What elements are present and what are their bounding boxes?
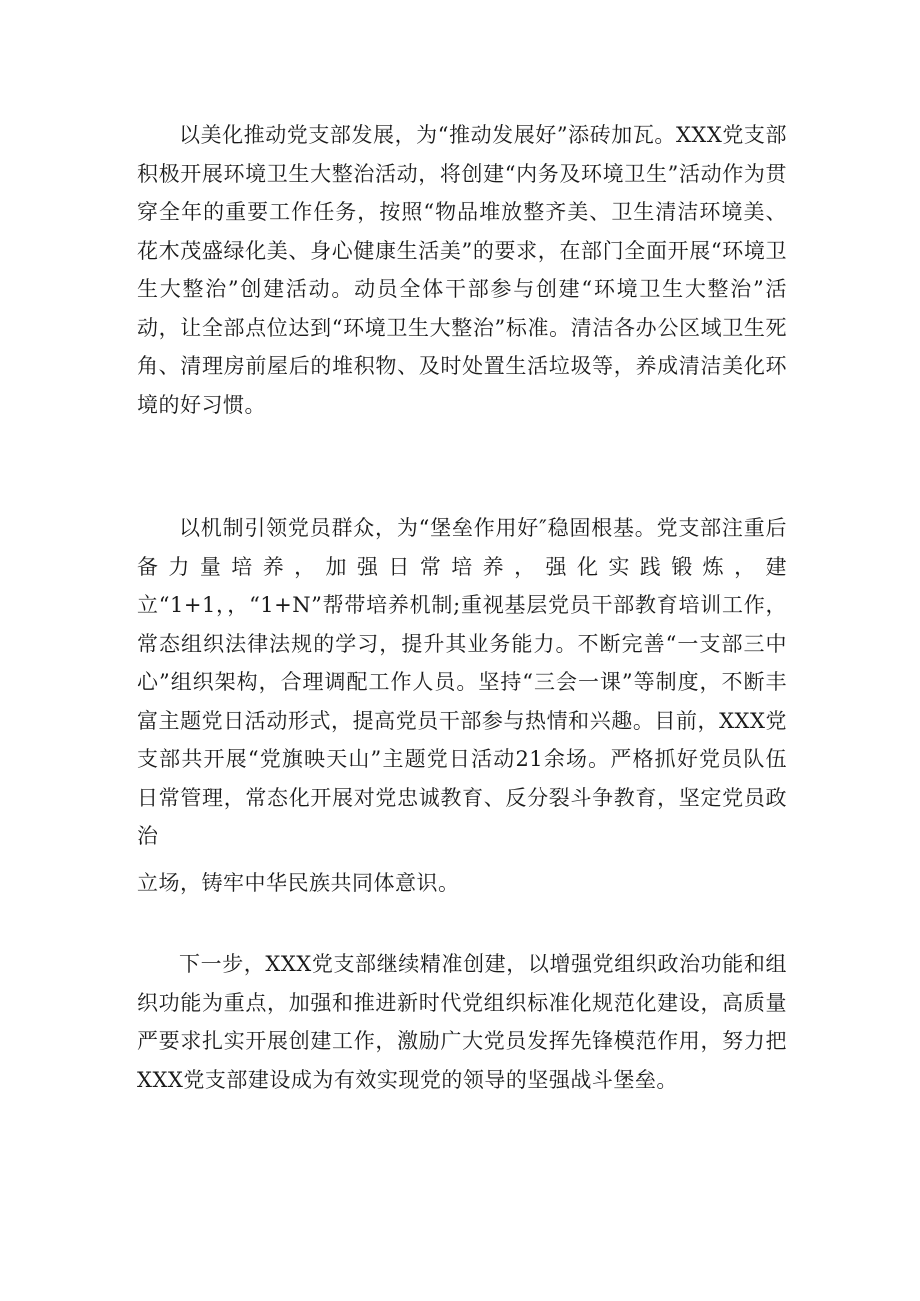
paragraph-beautification: 以美化推动党支部发展，为“推动发展好”添砖加瓦。XXX党支部积极开展环境卫生大整治活动，将创建“内务及环境卫生”活动作为贯穿全年的重要工作任务，按照“物品堆放整齐美、卫生清洁环境美、花木茂盛绿化美、身心健康生活美”的要求，在部门全面开展“环境卫生大整治”创建活动。动员全体干部参与创建“环境卫生大整治”活动，让全部点位达到“环境卫生大整治”标准。清洁各办公区域卫生死角、清理房前屋后的堆积物、及时处置生活垃圾等，养成清洁美化环境的好习惯。 [137, 123, 787, 417]
paragraph-mechanism-continued: 立场，铸牢中华民族共同体意识。 [137, 871, 460, 895]
paragraph-mechanism: 以机制引领党员群众，为“堡垒作用好″稳固根基。党支部注重后备力量培养，加强日常培养，强化实践锻炼，建立“1+1，，“1+N”帮带培养机制;重视基层党员干部教育培训工作，常态组织法律法规的学习，提升其业务能力。不断完善“一支部三中心”组织架构，合理调配工作人员。坚持“三会一课”等制度，不断丰富主题党日活动形式，提高党员干部参与热情和兴趣。目前，XXX党支部共开展“党旗映天山”主题党日活动21余场。严格抓好党员队伍日常管理，常态化开展对党忠诚教育、反分裂斗争教育，坚定党员政治 [137, 516, 787, 848]
paragraph-next-step: 下一步，XXX党支部继续精准创建，以增强党组织政治功能和组织功能为重点，加强和推进新时代党组织标准化规范化建设，高质量严要求扎实开展创建工作，激励广大党员发挥先锋模范作用，努力把XXX党支部建设成为有效实现党的领导的坚强战斗堡垒。 [137, 952, 787, 1092]
